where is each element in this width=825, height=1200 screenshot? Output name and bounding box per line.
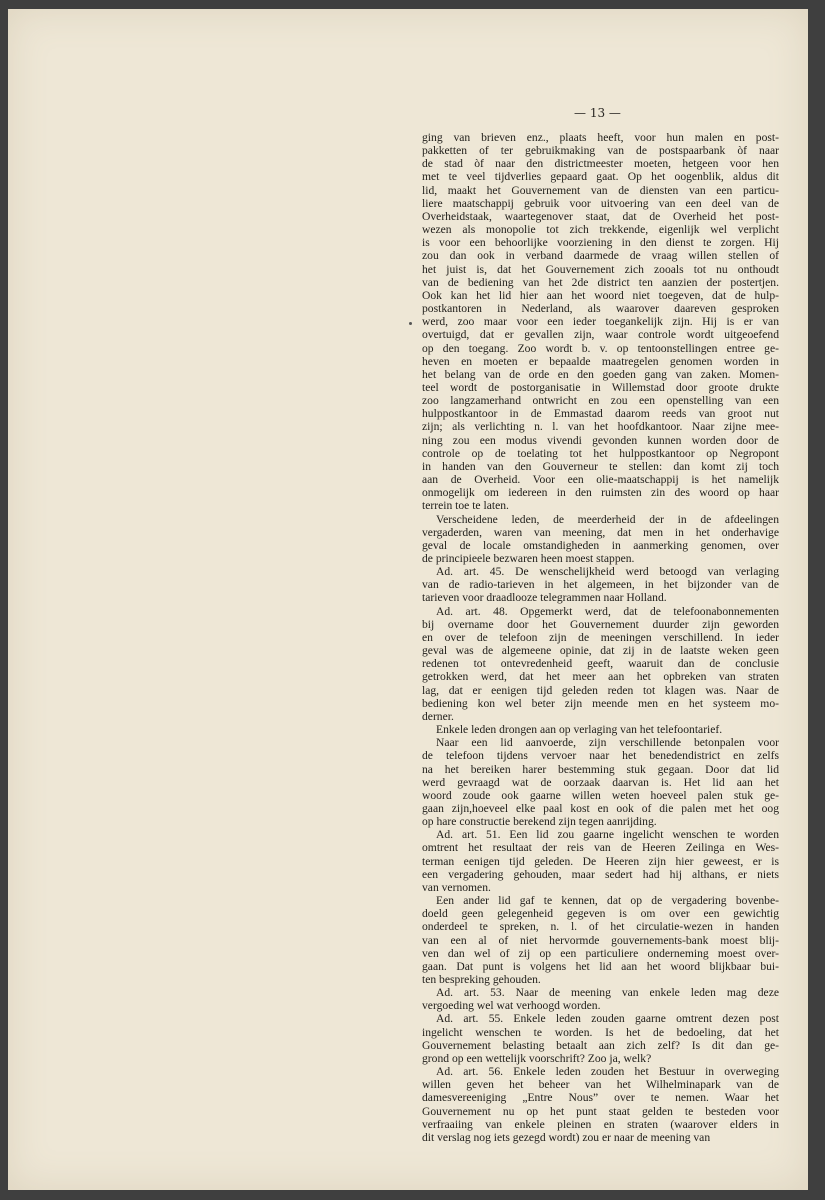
- text-line: in handen van den Gouverneur te stellen: dan komt zij toch: [422, 459, 779, 473]
- text-column: [422, 131, 779, 1144]
- paragraph: [422, 565, 779, 604]
- text-line: derner.: [422, 709, 454, 723]
- text-line: wezen als monopolie tot zich trekkende, eigenlijk wel verplicht: [422, 223, 779, 237]
- text-line: dit verslag nog iets gezegd wordt) zou er naar de meening van: [422, 1130, 711, 1144]
- paragraph: [422, 828, 779, 894]
- text-line: vergaderden, waren van meening, dat men in het onderhavige: [422, 525, 779, 539]
- text-line: geval de locale omstandigheden in aanmerking genomen, over: [422, 538, 779, 552]
- text-line: vergoeding wel wat verhoogd worden.: [422, 999, 601, 1013]
- text-line: controle op de toelating tot het hulppostkantoor op Negropont: [422, 446, 779, 460]
- text-line: van een al of niet hervormde gouvernements-bank moest blij-: [422, 933, 779, 947]
- text-line: doeld geen gelegenheid gegeven is om over een gewichtig: [422, 907, 779, 921]
- text-line: overtuigd, dat er gevallen zijn, waar controle wordt uitgeoefend: [422, 328, 779, 342]
- paragraph: [422, 736, 779, 828]
- text-line: tarieven voor draadlooze telegrammen naar Holland.: [422, 591, 667, 605]
- text-line: lag, dat er eenigen tijd geleden reden tot klagen was. Naar de: [422, 683, 779, 697]
- text-line: liere maatschappij gebruik voor uitvoering van een deel van de: [422, 196, 779, 210]
- text-line: omtrent het resultaat der reis van de Heeren Zeilinga en Wes-: [422, 841, 779, 855]
- text-line: onmogelijk om iedereen in den ruimsten zin des woord op haar: [422, 486, 779, 500]
- text-line: postkantoren in Nederland, als waarover daareven gesproken: [422, 302, 779, 316]
- text-line: van de radio-tarieven in het algemeen, in het bijzonder van de: [422, 578, 779, 592]
- text-line: Ad. art. 56. Enkele leden zouden het Bestuur in overweging: [436, 1065, 779, 1079]
- text-line: ten bespreking gehouden.: [422, 973, 541, 986]
- paragraph: [422, 1065, 779, 1144]
- margin-mark: [409, 322, 412, 325]
- text-line: willen geven het beheer van het Wilhelminapark van de: [422, 1078, 779, 1092]
- text-line: woord zoude ook gaarne willen weten hoeveel palen stuk ge-: [422, 788, 779, 802]
- text-line: na het bereiken harer bestemming stuk gegaan. Door dat lid: [422, 762, 779, 776]
- text-line: zou dan ook in verband daarmede de vraag willen stellen of: [422, 249, 779, 263]
- text-line: werd, zoo maar voor een ieder toegankelijk zijn. Hij is er van: [422, 315, 779, 329]
- document-page: [8, 9, 808, 1190]
- text-line: lid, maakt het Gouvernement van de diensten van een particu-: [422, 183, 779, 197]
- text-line: Enkele leden drongen aan op verlaging van het telefoontarief.: [436, 723, 723, 737]
- paragraph: [422, 894, 779, 986]
- text-line: verfraaiing van enkele pleinen en straten (waarover elders in: [422, 1117, 779, 1131]
- paragraph: [422, 605, 779, 723]
- text-line: ning zou een modus vivendi gevonden kunnen worden door de: [422, 433, 779, 447]
- text-line: Verscheidene leden, de meerderheid der in de afdeelingen: [436, 512, 779, 526]
- text-line: bij overname door het Gouvernement duurder zijn geworden: [422, 617, 779, 631]
- text-line: terrein toe te laten.: [422, 499, 509, 513]
- text-line: grond op een wettelijk voorschrift? Zoo ja, welk?: [422, 1051, 652, 1065]
- text-line: van de bediening van het 2de district ten aanzien der postertjen.: [422, 275, 779, 289]
- text-line: het juist is, dat het Gouvernement zich zooals tot nu onthoudt: [422, 262, 779, 276]
- text-line: de stad òf naar den districtmeester moeten, hetgeen voor hen: [422, 157, 779, 171]
- text-line: pakketten of ter gebruikmaking van de postspaarbank òf naar: [422, 144, 779, 158]
- text-line: Gouvernement nu op het punt staat gelden te besteden voor: [422, 1104, 779, 1118]
- text-line: is voor een behoorlijke voorziening in den dienst te zorgen. Hij: [422, 236, 779, 250]
- text-line: zijn; als verlichting n. l. van het hoofdkantoor. Naar zijne mee-: [422, 420, 779, 434]
- text-line: Ook kan het lid hier aan het woord niet toegeven, dat de hulp-: [422, 288, 779, 302]
- text-line: aan de Overheid. Voor een olie-maatschappij is het namelijk: [422, 473, 779, 487]
- text-line: Gouvernement belasting betaalt aan zich zelf? Is dit dan ge-: [422, 1038, 779, 1052]
- text-line: Ad. art. 51. Een lid zou gaarne ingelicht wenschen te worden: [436, 828, 779, 842]
- text-line: redenen tot ontevredenheid geeft, waaruit dan de conclusie: [422, 657, 779, 671]
- text-line: op hare constructie berekend zijn tegen aanrijding.: [422, 815, 657, 829]
- text-line: hulppostkantoor in de Emmastad daarom reeds van groot nut: [422, 407, 779, 421]
- text-line: getrokken werd, dat het meer aan het opbreken van straten: [422, 670, 779, 684]
- text-line: gaan. Dat punt is volgens het lid aan het woord blijkbaar bui-: [422, 959, 779, 973]
- text-line: werd gevraagd wat de oorzaak daarvan is. Het lid aan het: [422, 775, 779, 789]
- text-line: de telefoon tijdens vervoer naar het benedendistrict en zelfs: [422, 749, 779, 763]
- text-line: het belang van de orde en den goeden gang van zaken. Momen-: [422, 367, 779, 381]
- text-line: Een ander lid gaf te kennen, dat op de vergadering bovenbe-: [436, 894, 779, 908]
- paragraph: [422, 723, 779, 736]
- text-line: teel wordt de postorganisatie in Willemstad door groote drukte: [422, 380, 779, 394]
- text-line: Overheidstaak, waartegenover staat, dat de Overheid het post-: [422, 209, 779, 223]
- text-line: met te veel tijdverlies gepaard gaat. Op het oogenblik, aldus dit: [422, 170, 779, 184]
- text-line: damesvereeniging „Entre Nous” over te nemen. Waar het: [422, 1091, 779, 1105]
- text-line: onderdeel te spreken, n. l. of het circulatie-wezen in handen: [422, 920, 779, 934]
- text-line: Ad. art. 48. Opgemerkt werd, dat de telefoonabonnementen: [436, 604, 779, 618]
- text-line: een vergadering gehouden, maar sedert had hij althans, er niets: [422, 867, 779, 881]
- text-line: zoo langzamerhand ontwricht en zou een openstelling van een: [422, 394, 779, 408]
- text-line: ven dan wel of zij op een particuliere onderneming moest over-: [422, 946, 779, 960]
- text-line: bediening kon wel beter zijn meende men en het systeem mo-: [422, 696, 779, 710]
- text-line: en over de telefoon zijn de meeningen verschillend. In ieder: [422, 630, 779, 644]
- text-line: de principieele bezwaren heen moest stappen.: [422, 552, 635, 565]
- text-line: geval was de algemeene opinie, dat zij in de laatste weken geen: [422, 644, 779, 658]
- paragraph: [422, 513, 779, 566]
- paragraph: [422, 131, 779, 513]
- text-line: ging van brieven enz., plaats heeft, voor hun malen en post-: [422, 131, 779, 144]
- paragraph: [422, 986, 779, 1012]
- text-line: Ad. art. 55. Enkele leden zouden gaarne omtrent dezen post: [436, 1012, 779, 1026]
- paragraph: [422, 1012, 779, 1065]
- text-line: Ad. art. 53. Naar de meening van enkele leden mag deze: [436, 986, 779, 1000]
- text-line: van vernomen.: [422, 880, 491, 894]
- text-line: heven en moeten er bepaalde maatregelen genomen worden in: [422, 354, 779, 368]
- text-line: Naar een lid aanvoerde, zijn verschillende betonpalen voor: [436, 736, 779, 750]
- text-line: op den toegang. Zoo wordt b. v. op tentoonstellingen entree ge-: [422, 341, 779, 355]
- text-line: ingelicht wenschen te worden. Is het de bedoeling, dat het: [422, 1025, 779, 1039]
- text-line: gaan zijn,hoeveel elke paal kost en ook of die palen met het oog: [422, 801, 779, 815]
- text-line: terman eenigen tijd geleden. De Heeren zijn hier geweest, er is: [422, 854, 779, 868]
- text-line: Ad. art. 45. De wenschelijkheid werd betoogd van verlaging: [436, 565, 779, 579]
- page-number: — 13 —: [574, 106, 621, 120]
